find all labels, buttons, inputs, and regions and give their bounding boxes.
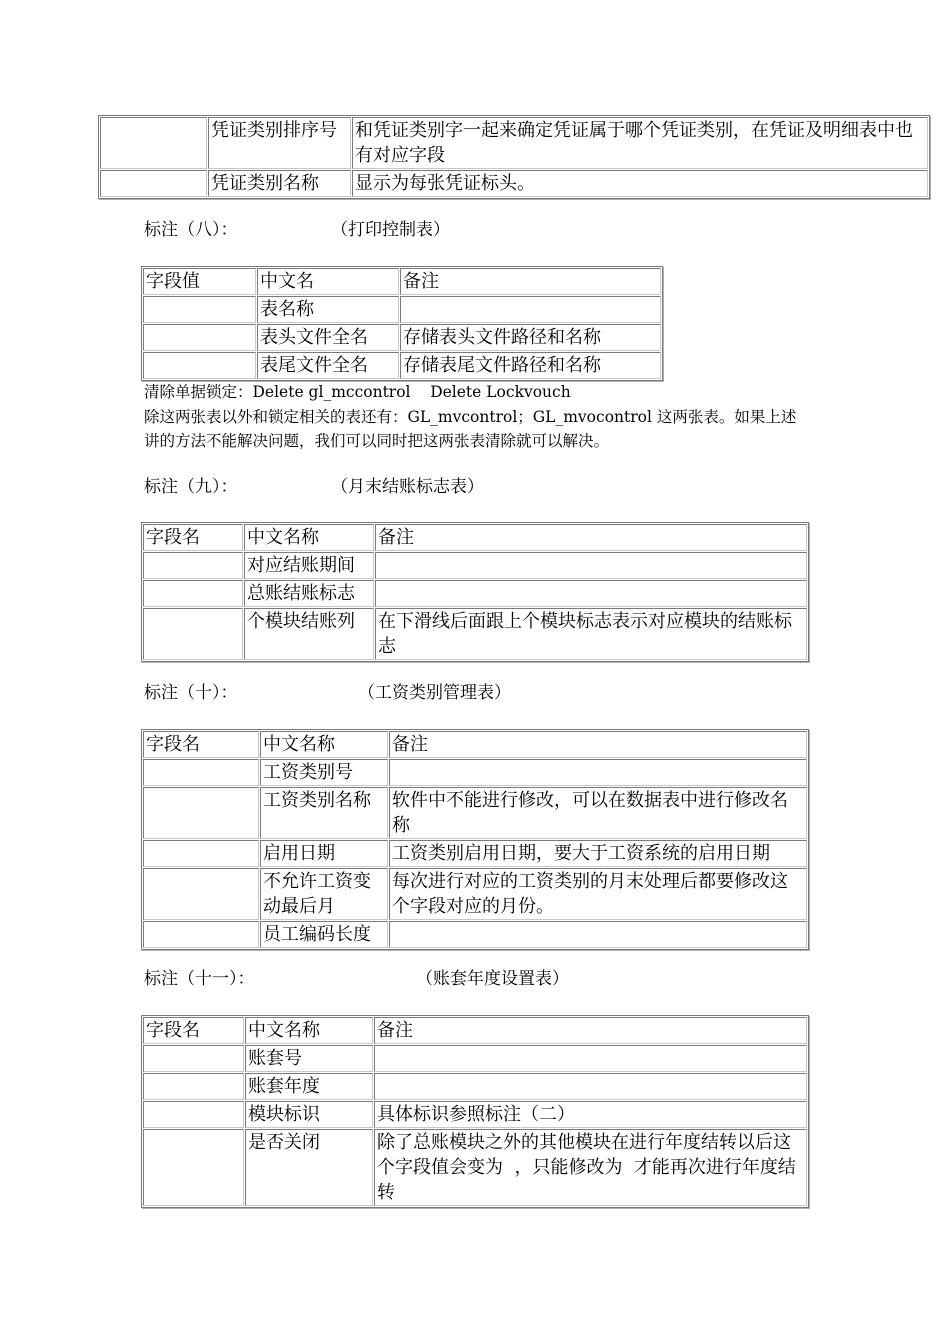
- heading-title: （工资类别管理表）: [358, 683, 511, 703]
- table-cell: [143, 352, 256, 379]
- table-row: [143, 580, 807, 607]
- account-year-setting-table: [141, 1015, 809, 1208]
- table-row: [143, 296, 661, 323]
- table-row: [143, 352, 661, 379]
- table-cell: [143, 840, 259, 867]
- table-cell: 存储表头文件路径和名称: [400, 324, 661, 351]
- heading-label: 标注（十）：: [144, 683, 238, 703]
- heading-title: （账套年度设置表）: [416, 969, 569, 989]
- table-cell: 存储表尾文件路径和名称: [400, 352, 661, 379]
- table-cell: 表头文件全名: [257, 324, 399, 351]
- table-cell: 工资类别名称: [260, 787, 388, 839]
- table-row: [143, 324, 661, 351]
- table-row: [143, 1101, 807, 1128]
- column-header: 字段名: [143, 731, 259, 758]
- note-line: 清除单据锁定：Delete gl_mccontrol Delete Lockvouch: [144, 383, 571, 401]
- table-row: [100, 117, 928, 169]
- table-cell: [375, 552, 807, 579]
- column-header: 字段名: [143, 524, 243, 551]
- section-heading-10: [144, 681, 511, 705]
- table-cell: 工资类别号: [260, 759, 388, 786]
- table-row: [143, 787, 807, 839]
- table-row: [143, 1045, 807, 1072]
- table-cell: 对应结账期间: [244, 552, 374, 579]
- table-cell: [143, 1129, 244, 1206]
- column-header: 中文名称: [244, 524, 374, 551]
- table-cell: [100, 117, 207, 169]
- table-cell: 表名称: [257, 296, 399, 323]
- table-cell: 凭证类别名称: [208, 170, 351, 197]
- table-cell: [143, 296, 256, 323]
- column-header: 中文名称: [245, 1017, 373, 1044]
- table-cell: [143, 552, 243, 579]
- table-cell: 账套号: [245, 1045, 373, 1072]
- column-header: 备注: [400, 268, 661, 295]
- wage-category-table: [141, 729, 809, 950]
- table-cell: [143, 1073, 244, 1100]
- table-cell: 个模块结账列: [244, 608, 374, 660]
- table-row: [143, 552, 807, 579]
- heading-label: 标注（九）：: [144, 477, 238, 497]
- table-cell: [143, 759, 259, 786]
- voucher-type-table: [98, 115, 930, 199]
- table-cell: 不允许工资变动最后月: [260, 868, 388, 920]
- print-control-table: [141, 266, 663, 381]
- table-header-row: [143, 524, 807, 551]
- table-cell: [143, 608, 243, 660]
- column-header: 备注: [389, 731, 807, 758]
- table-cell: 员工编码长度: [260, 921, 388, 948]
- section-heading-9: [144, 475, 484, 499]
- table-cell: 具体标识参照标注（二）: [374, 1101, 807, 1128]
- table-cell: [100, 170, 207, 197]
- table-cell: [143, 324, 256, 351]
- section-heading-8: [144, 218, 450, 242]
- table-header-row: [143, 268, 661, 295]
- table-cell: 模块标识: [245, 1101, 373, 1128]
- table-cell: [143, 1101, 244, 1128]
- table-cell: [374, 1045, 807, 1072]
- column-header: 备注: [374, 1017, 807, 1044]
- note-line: 除这两张表以外和锁定相关的表还有：GL_mvcontrol；GL_mvocontrol 这两张表。如果上述: [144, 408, 797, 426]
- heading-label: 标注（十一）：: [144, 969, 255, 989]
- table-row: [143, 1073, 807, 1100]
- table-header-row: [143, 1017, 807, 1044]
- heading-title: （月末结账标志表）: [331, 477, 484, 497]
- table-cell: [374, 1073, 807, 1100]
- table-cell: 账套年度: [245, 1073, 373, 1100]
- note-line: 讲的方法不能解决问题，我们可以同时把这两张表清除就可以解决。: [144, 432, 610, 450]
- table-cell: [389, 921, 807, 948]
- table-cell: 在下滑线后面跟上个模块标志表示对应模块的结账标志: [375, 608, 807, 660]
- table-cell: [375, 580, 807, 607]
- table-row: [143, 868, 807, 920]
- table-row: [100, 170, 928, 197]
- column-header: 备注: [375, 524, 807, 551]
- heading-title: （打印控制表）: [331, 220, 450, 240]
- table-row: [143, 1129, 807, 1206]
- table-cell: 凭证类别排序号: [208, 117, 351, 169]
- table-header-row: [143, 731, 807, 758]
- column-header: 中文名: [257, 268, 399, 295]
- column-header: 中文名称: [260, 731, 388, 758]
- section-heading-11: [144, 967, 569, 991]
- table-cell: [143, 921, 259, 948]
- month-end-closing-table: [141, 522, 809, 662]
- table-cell: 每次进行对应的工资类别的月末处理后都要修改这个字段对应的月份。: [389, 868, 807, 920]
- table-row: [143, 921, 807, 948]
- heading-label: 标注（八）：: [144, 220, 238, 240]
- table-cell: [143, 580, 243, 607]
- column-header: 字段名: [143, 1017, 244, 1044]
- table-cell: [143, 868, 259, 920]
- table-cell: [389, 759, 807, 786]
- table-cell: [400, 296, 661, 323]
- table-cell: 显示为每张凭证标头。: [352, 170, 928, 197]
- table-cell: 软件中不能进行修改，可以在数据表中进行修改名称: [389, 787, 807, 839]
- table-cell: 总账结账标志: [244, 580, 374, 607]
- table-cell: [143, 787, 259, 839]
- table-cell: 工资类别启用日期，要大于工资系统的启用日期: [389, 840, 807, 867]
- table-row: [143, 759, 807, 786]
- table-cell: 表尾文件全名: [257, 352, 399, 379]
- table-cell: 启用日期: [260, 840, 388, 867]
- table-cell: 是否关闭: [245, 1129, 373, 1206]
- table-cell: [143, 1045, 244, 1072]
- column-header: 字段值: [143, 268, 256, 295]
- table-row: [143, 608, 807, 660]
- table-row: [143, 840, 807, 867]
- table-cell: 除了总账模块之外的其他模块在进行年度结转以后这个字段值会变为 ，只能修改为 才能再次进行年度结转: [374, 1129, 807, 1206]
- table-cell: 和凭证类别字一起来确定凭证属于哪个凭证类别，在凭证及明细表中也有对应字段: [352, 117, 928, 169]
